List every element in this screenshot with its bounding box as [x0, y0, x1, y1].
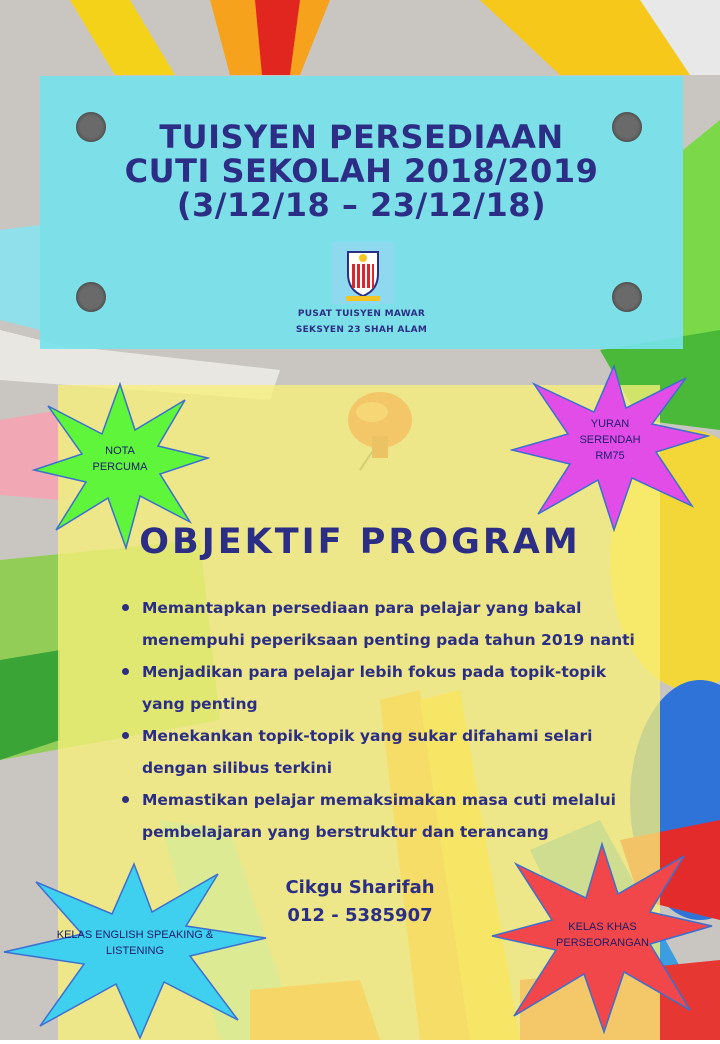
objective-item: [118, 720, 638, 784]
badge-khas-line1: KELAS KHAS: [568, 921, 637, 933]
contact-phone: 012 - 5385907: [287, 905, 433, 926]
header-card: [40, 76, 683, 349]
center-name: PUSAT TUISYEN MAWAR: [297, 309, 426, 319]
objective-text: Memastikan pelajar memaksimakan masa cuti melalui pembelajaran yang berstruktur dan terancang: [142, 791, 616, 841]
pin-dot-icon: [612, 282, 642, 312]
objective-text: Menjadikan para pelajar lebih fokus pada topik-topik yang penting: [142, 663, 607, 713]
header-title-line1: TUISYEN PERSEDIAAN: [159, 118, 564, 156]
badge-english-line1: KELAS ENGLISH SPEAKING &: [56, 929, 214, 941]
objectives-list: [118, 592, 638, 848]
pin-dot-icon: [76, 282, 106, 312]
badge-private-class: [490, 840, 715, 1035]
objective-item: [118, 784, 638, 848]
badge-english-class: [0, 860, 270, 1040]
badge-yuran: [510, 364, 710, 532]
bullet-icon: [122, 604, 129, 611]
badge-yuran-line2: SERENDAH: [579, 434, 641, 446]
center-location: SEKSYEN 23 SHAH ALAM: [295, 325, 428, 335]
objective-text: Menekankan topik-topik yang sukar difahami selari dengan silibus terkini: [142, 727, 593, 777]
header-title-line2: CUTI SEKOLAH 2018/2019: [124, 152, 599, 190]
objective-item: [118, 592, 638, 656]
badge-english-line2: LISTENING: [105, 945, 165, 957]
badge-khas-line2: PERSEORANGAN: [556, 937, 649, 949]
badge-yuran-line1: YURAN: [590, 418, 630, 430]
school-crest-logo: [332, 242, 394, 304]
header-date-range: (3/12/18 – 23/12/18): [176, 186, 547, 224]
badge-yuran-line3: RM75: [595, 450, 625, 462]
objective-item: [118, 656, 638, 720]
objectives-heading: OBJEKTIF PROGRAM: [139, 522, 581, 562]
contact-name: Cikgu Sharifah: [285, 877, 435, 898]
badge-nota-line2: PERCUMA: [92, 461, 148, 473]
bullet-icon: [122, 732, 129, 739]
bullet-icon: [122, 668, 129, 675]
badge-nota-line1: NOTA: [105, 445, 135, 457]
objective-text: Memantapkan persediaan para pelajar yang bakal menempuhi peperiksaan penting pada tahun 2019 nanti: [142, 599, 635, 649]
bullet-icon: [122, 796, 129, 803]
